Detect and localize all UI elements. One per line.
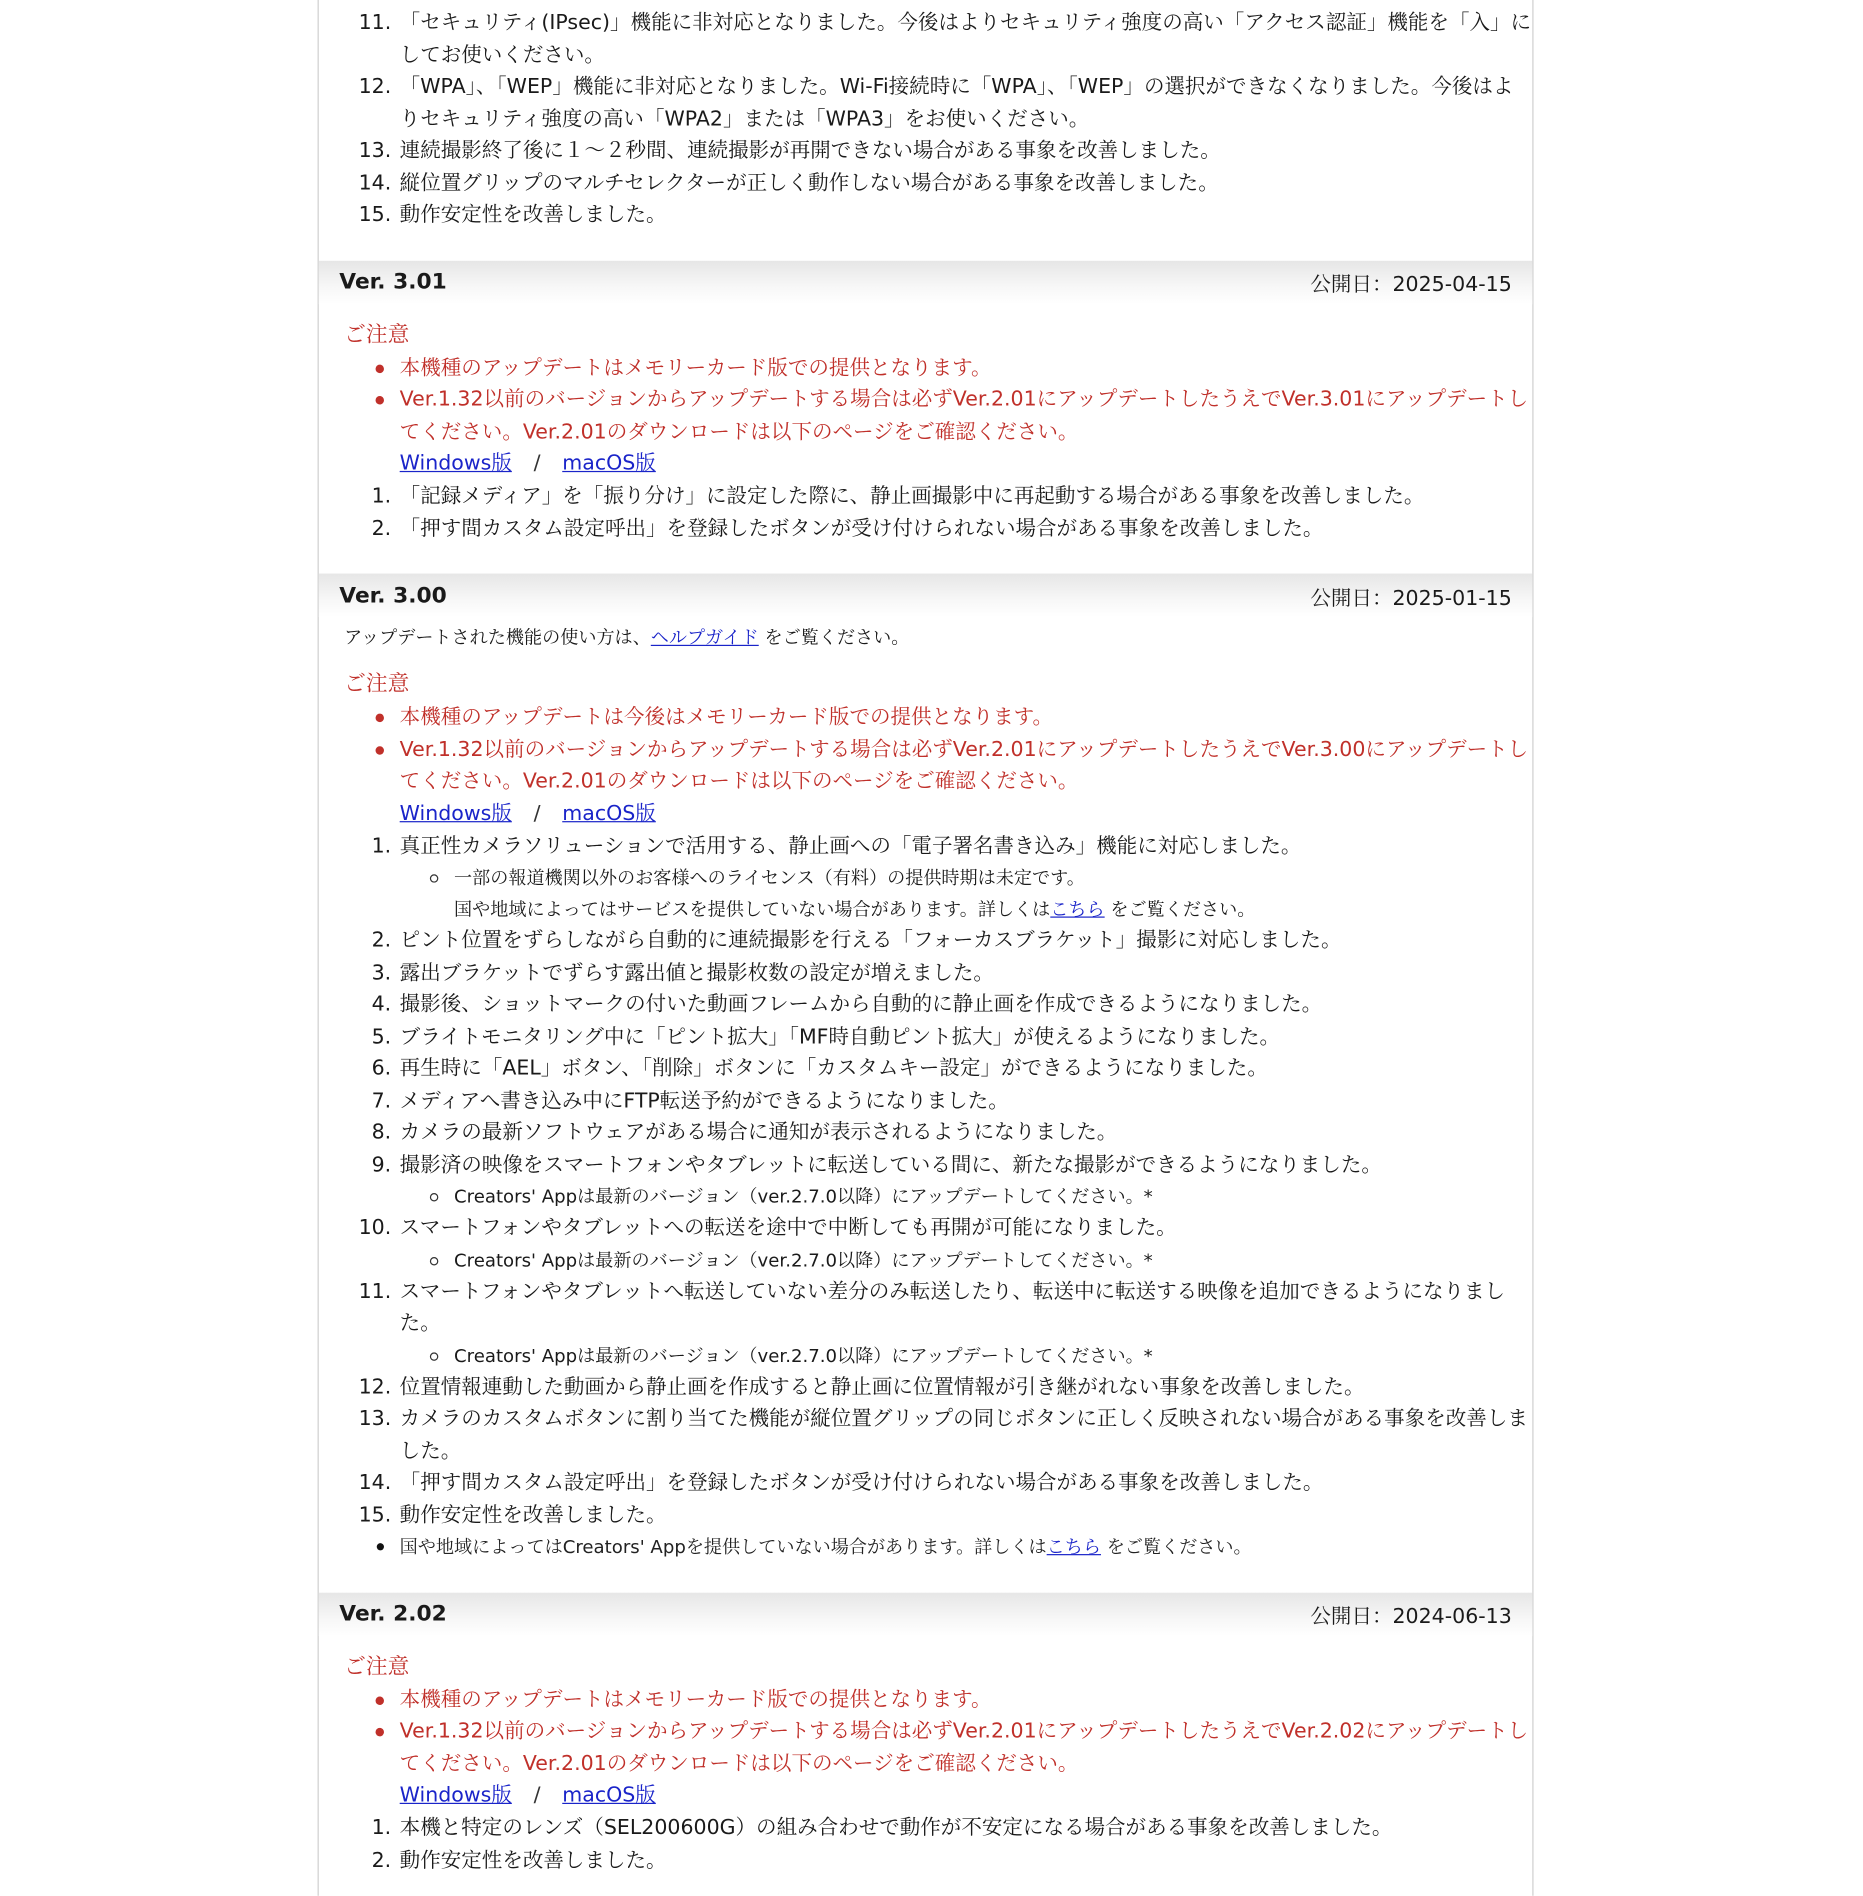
help-guide-intro: アップデートされた機能の使い方は、ヘルプガイド をご覧ください。 — [344, 626, 910, 649]
version-number: Ver. 3.00 — [339, 582, 447, 608]
app-region-link[interactable]: こちら — [1046, 1535, 1101, 1558]
sub-list-item: Creators' Appは最新のバージョン（ver.2.7.0以降）にアップデートしてください。* — [400, 1244, 1533, 1275]
caution-item: 本機種のアップデートはメモリーカード版での提供となります。 — [319, 352, 1533, 384]
list-item: 12. 「WPA」、「WEP」機能に非対応となりました。Wi-Fi接続時に「WPA」、「WEP」の選択ができなくなりました。今後はよりセキュリティ強度の高い「WPA2」または「WPA3」をお使いください。 — [358, 74, 1514, 132]
list-item: 10. スマートフォンやタブレットへの転送を途中で中断しても再開が可能になりました。 Creators' Appは最新のバージョン（ver.2.7.0以降）にアップデートしてください。* — [319, 1212, 1533, 1275]
list-item: 9. 撮影済の映像をスマートフォンやタブレットに転送している間に、新たな撮影ができるようになりました。 Creators' Appは最新のバージョン（ver.2.7.0以降）にアップデートしてください。* — [319, 1149, 1533, 1212]
list-item: 1. 真正性カメラソリューションで活用する、静止画への「電子署名書き込み」機能に対応しました。 一部の報道機関以外のお客様へのライセンス（有料）の提供時期は未定です。 国や地域によってはサービスを提供していない場合があります。詳しくはこちら をご覧ください。 — [319, 830, 1533, 925]
list-item: 5. ブライトモニタリング中に「ピント拡大」「MF時自動ピント拡大」が使えるようになりました。 — [371, 1024, 1281, 1049]
sub-list-item: Creators' Appは最新のバージョン（ver.2.7.0以降）にアップデートしてください。* — [400, 1181, 1533, 1212]
availability-note — [319, 1531, 1533, 1563]
list-item: 3. 露出ブラケットでずらす露出値と撮影枚数の設定が増えました。 — [371, 960, 994, 985]
sub-list-item: 一部の報道機関以外のお客様へのライセンス（有料）の提供時期は未定です。 国や地域によってはサービスを提供していない場合があります。詳しくはこちら をご覧ください。 — [400, 862, 1533, 925]
windows-download-link[interactable]: Windows版 — [399, 451, 512, 476]
list-item: 1. 「記録メディア」を「振り分け」に設定した際に、静止画撮影中に再起動する場合がある事象を改善しました。 — [371, 484, 1425, 509]
caution-title: ご注意 — [344, 321, 410, 348]
list-item: 12. 位置情報連動した動画から静止画を作成すると静止画に位置情報が引き継がれない事象を改善しました。 — [358, 1374, 1365, 1399]
caution-item: Ver.1.32以前のバージョンからアップデートする場合は必ずVer.2.01にアップデートしたうえでVer.3.00にアップデートしてください。Ver.2.01のダウンロードは以下のページをご確認ください。 — [319, 734, 1533, 798]
version-header — [319, 1592, 1533, 1635]
change-list — [319, 1812, 1533, 1876]
release-date: 公開日：2024-06-13 — [1310, 1604, 1512, 1629]
service-region-link[interactable]: こちら — [1050, 898, 1105, 921]
macos-download-link[interactable]: macOS版 — [562, 1783, 656, 1808]
windows-download-link[interactable]: Windows版 — [399, 1783, 512, 1808]
list-item: 7. メディアへ書き込み中にFTP転送予約ができるようになりました。 — [371, 1088, 1009, 1113]
version-section-2-02 — [319, 1592, 1533, 1876]
download-links: Windows版 / macOS版 — [399, 801, 656, 826]
release-notes-panel — [318, 0, 1534, 1896]
change-list — [319, 830, 1533, 1531]
caution-title: ご注意 — [344, 1653, 410, 1680]
caution-item: 本機種のアップデートは今後はメモリーカード版での提供となります。 — [319, 702, 1533, 734]
version-header — [319, 260, 1533, 303]
caution-item: Ver.1.32以前のバージョンからアップデートする場合は必ずVer.2.01にアップデートしたうえでVer.2.02にアップデートしてください。Ver.2.01のダウンロードは以下のページをご確認ください。 — [319, 1716, 1533, 1780]
download-links: Windows版 / macOS版 — [399, 451, 656, 476]
caution-block — [319, 668, 1533, 798]
list-item: 13. カメラのカスタムボタンに割り当てた機能が縦位置グリップの同じボタンに正しく反映されない場合がある事象を改善しました。 — [358, 1406, 1528, 1463]
help-guide-link[interactable]: ヘルプガイド — [650, 626, 759, 649]
release-date: 公開日：2025-04-15 — [1310, 272, 1512, 298]
version-header — [319, 574, 1533, 617]
list-item: 2. 動作安定性を改善しました。 — [371, 1848, 667, 1873]
sub-list-item: Creators' Appは最新のバージョン（ver.2.7.0以降）にアップデートしてください。* — [400, 1340, 1533, 1371]
list-item: 14. 「押す間カスタム設定呼出」を登録したボタンが受け付けられない場合がある事象を改善しました。 — [358, 1470, 1324, 1495]
macos-download-link[interactable]: macOS版 — [562, 801, 656, 826]
release-date: 公開日：2025-01-15 — [1310, 586, 1512, 611]
previous-version-changes — [319, 0, 1533, 231]
caution-item: Ver.1.32以前のバージョンからアップデートする場合は必ずVer.2.01にアップデートしたうえでVer.3.01にアップデートしてください。Ver.2.01のダウンロードは以下のページをご確認ください。 — [319, 384, 1533, 448]
macos-download-link[interactable]: macOS版 — [562, 451, 656, 476]
caution-item: 本機種のアップデートはメモリーカード版での提供となります。 — [319, 1684, 1533, 1716]
caution-title: ご注意 — [344, 671, 410, 697]
version-section-3-00 — [319, 574, 1533, 1564]
list-item: 11. スマートフォンやタブレットへ転送していない差分のみ転送したり、転送中に転送する映像を追加できるようになりました。 Creators' Appは最新のバージョン（ver.2.7.0以降）にアップデートしてください。* — [319, 1276, 1533, 1371]
list-item: 2. ピント位置をずらしながら自動的に連続撮影を行える「フォーカスブラケット」撮影に対応しました。 — [371, 928, 1342, 953]
list-item: 15. 動作安定性を改善しました。 — [358, 202, 667, 228]
list-item: 8. カメラの最新ソフトウェアがある場合に通知が表示されるようになりました。 — [371, 1120, 1118, 1145]
version-number: Ver. 3.01 — [339, 269, 447, 295]
list-item: 15. 動作安定性を改善しました。 — [358, 1502, 667, 1527]
change-list — [319, 481, 1533, 545]
windows-download-link[interactable]: Windows版 — [399, 801, 512, 826]
list-item: 2. 「押す間カスタム設定呼出」を登録したボタンが受け付けられない場合がある事象を改善しました。 — [371, 516, 1324, 541]
list-item: 1. 本機と特定のレンズ（SEL200600G）の組み合わせで動作が不安定になる場合がある事象を改善しました。 — [371, 1816, 1393, 1841]
download-links: Windows版 / macOS版 — [399, 1783, 656, 1808]
list-item: 13. 連続撮影終了後に１～２秒間、連続撮影が再開できない場合がある事象を改善しました。 — [358, 138, 1221, 164]
list-item: 6. 再生時に「AEL」ボタン、「削除」ボタンに「カスタムキー設定」ができるようになりました。 — [371, 1056, 1268, 1081]
caution-block — [319, 318, 1533, 448]
list-item: 4. 撮影後、ショットマークの付いた動画フレームから自動的に静止画を作成できるようになりました。 — [371, 992, 1323, 1017]
note-item: 国や地域によってはCreators' Appを提供していない場合があります。詳しくはこちら をご覧ください。 — [319, 1531, 1533, 1563]
list-item: 14. 縦位置グリップのマルチセレクターが正しく動作しない場合がある事象を改善しました。 — [358, 170, 1219, 196]
version-section-3-01 — [319, 260, 1533, 544]
list-item: 11. 「セキュリティ(IPsec)」機能に非対応となりました。今後はよりセキュリティ強度の高い「アクセス認証」機能を「入」にしてお使いください。 — [358, 10, 1532, 68]
caution-block — [319, 1650, 1533, 1780]
version-number: Ver. 2.02 — [339, 1601, 447, 1627]
